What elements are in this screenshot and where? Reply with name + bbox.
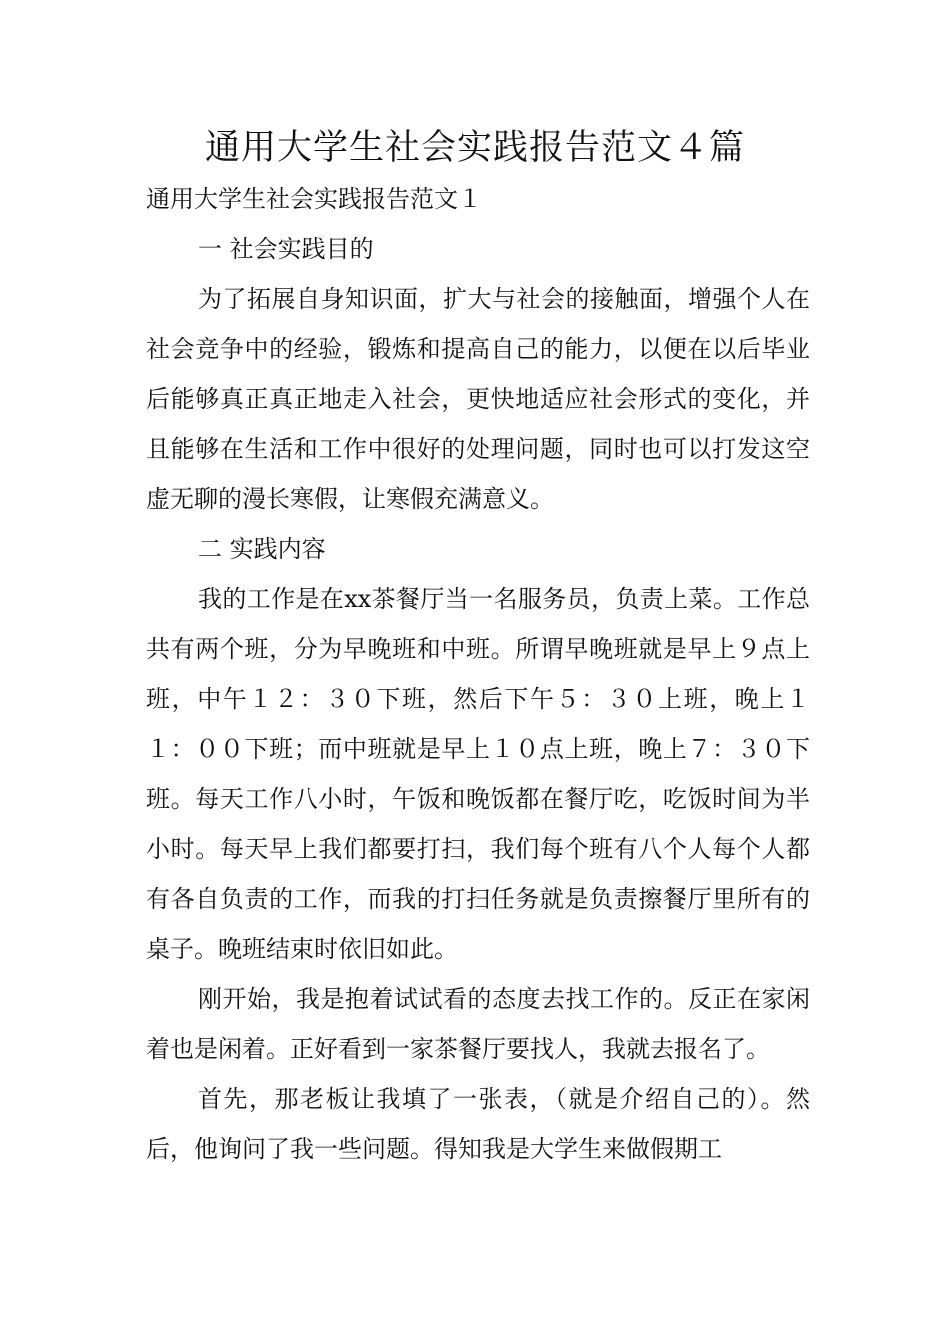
paragraph-work-schedule: 我的工作是在xx茶餐厅当一名服务员，负责上菜。工作总共有两个班，分为早晚班和中班。所谓早晚班就是早上９点上班，中午１２：３０下班，然后下午５：３０上班，晚上１１：００下班；而中班就是早上１０点上班，晚上７：３０下班。每天工作八小时，午饭和晚饭都在餐厅吃，吃饭时间为半小时。每天早上我们都要打扫，我们每个班有八个人每个人都有各自负责的工作，而我的打扫任务就是负责擦餐厅里所有的桌子。晚班结束时依旧如此。: [146, 585, 810, 963]
section-heading-purpose: 一 社会实践目的: [198, 235, 374, 263]
paragraph-interview: 首先，那老板让我填了一张表，（就是介绍自己的）。然后，他询问了我一些问题。得知我是大学生来做假期工: [146, 1085, 810, 1163]
document-body: [146, 174, 810, 1174]
paragraph-job-search: 刚开始，我是抱着试试看的态度去找工作的。反正在家闲着也是闲着。正好看到一家茶餐厅要找人，我就去报名了。: [146, 985, 810, 1063]
document-title: 通用大学生社会实践报告范文４篇: [204, 128, 745, 168]
document-subtitle: 通用大学生社会实践报告范文１: [146, 185, 482, 213]
paragraph-purpose: 为了拓展自身知识面，扩大与社会的接触面，增强个人在社会竞争中的经验，锻炼和提高自己的能力，以便在以后毕业后能够真正真正地走入社会，更快地适应社会形式的变化，并且能够在生活和工作中很好的处理问题，同时也可以打发这空虚无聊的漫长寒假，让寒假充满意义。: [146, 285, 810, 513]
section-heading-content: 二 实践内容: [198, 535, 326, 563]
